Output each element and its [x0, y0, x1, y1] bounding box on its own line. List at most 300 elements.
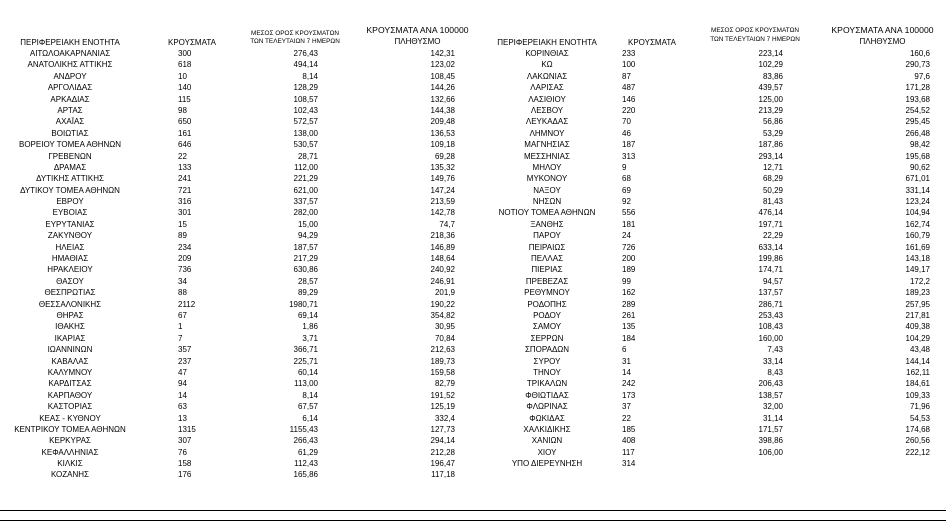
per-100k-value: 82,79	[434, 379, 455, 389]
per-100k-value: 671,01	[905, 174, 930, 184]
cases-value: 161	[178, 128, 192, 138]
region-name: ΧΑΝΙΩΝ	[531, 436, 563, 446]
cases-value: 241	[178, 174, 192, 184]
cases-value: 233	[622, 49, 636, 58]
per-100k-value: 70,84	[434, 333, 455, 343]
table-row	[0, 447, 475, 458]
cases-value: 6	[622, 345, 627, 355]
region-name: ΛΕΥΚΑΔΑΣ	[525, 117, 569, 127]
region-name: ΛΑΣΙΘΙΟΥ	[528, 94, 566, 104]
region-name: ΗΜΑΘΙΑΣ	[51, 254, 89, 264]
table-row	[0, 207, 475, 218]
region-name: ΗΡΑΚΛΕΙΟΥ	[47, 265, 93, 275]
avg-7day-value: 439,57	[758, 83, 783, 93]
per-100k-value: 159,58	[430, 367, 455, 377]
per-100k-value: 266,48	[905, 128, 930, 138]
cases-value: 76	[178, 447, 187, 457]
avg-7day-value: 8,14	[302, 390, 318, 400]
cases-value: 88	[178, 288, 187, 298]
cases-value: 618	[178, 60, 192, 70]
per-100k-value: 148,64	[430, 254, 455, 264]
per-100k-value: 213,59	[430, 197, 455, 207]
cases-value: 316	[178, 197, 192, 207]
table-row	[0, 94, 475, 105]
cases-value: 736	[178, 265, 192, 275]
table-row	[480, 48, 946, 59]
per-100k-value: 212,63	[430, 345, 455, 355]
cases-value: 68	[622, 174, 631, 184]
per-100k-value: 209,48	[430, 117, 455, 127]
avg-7day-value: 621,00	[293, 185, 318, 195]
cases-value: 99	[622, 276, 631, 286]
per-100k-value: 149,17	[905, 265, 930, 275]
cases-value: 313	[622, 151, 636, 161]
region-name: ΑΙΤΩΛΟΑΚΑΡΝΑΝΙΑΣ	[29, 49, 111, 58]
avg-7day-value: 6,14	[302, 413, 318, 423]
cases-value: 650	[178, 117, 192, 127]
cases-value: 357	[178, 345, 192, 355]
per-100k-value: 190,22	[430, 299, 455, 309]
region-name: ΝΟΤΙΟΥ ΤΟΜΕΑ ΑΘΗΝΩΝ	[498, 208, 596, 218]
cases-value: 22	[622, 413, 631, 423]
table-row	[480, 287, 946, 298]
avg-7day-value: 282,00	[293, 208, 318, 218]
table-row	[480, 71, 946, 82]
per-100k-value: 201,9	[434, 288, 455, 298]
table-row	[480, 230, 946, 241]
table-row	[0, 116, 475, 127]
right-table-body	[480, 48, 946, 469]
avg-7day-value: 530,57	[293, 140, 318, 150]
avg-7day-value: 31,14	[762, 413, 783, 423]
table-row	[0, 242, 475, 253]
per-100k-value: 295,45	[905, 117, 930, 127]
table-row	[0, 321, 475, 332]
per-100k-value: 409,38	[905, 322, 930, 332]
region-name: ΦΩΚΙΔΑΣ	[529, 413, 565, 423]
per-100k-value: 222,12	[905, 447, 930, 457]
avg-7day-value: 28,71	[297, 151, 318, 161]
avg-7day-value: 187,57	[293, 242, 318, 252]
region-name: ΚΕΝΤΡΙΚΟΥ ΤΟΜΕΑ ΑΘΗΝΩΝ	[14, 424, 126, 434]
table-row	[0, 82, 475, 93]
cases-value: 185	[622, 424, 636, 434]
region-name: ΒΟΙΩΤΙΑΣ	[51, 128, 89, 138]
table-row	[480, 173, 946, 184]
avg-7day-value: 633,14	[758, 242, 783, 252]
table-row	[0, 378, 475, 389]
table-row	[480, 82, 946, 93]
avg-7day-value: 171,57	[758, 424, 783, 434]
per-100k-value: 90,62	[909, 162, 930, 172]
avg-7day-value: 206,43	[758, 379, 783, 389]
region-name: ΚΑΡΠΑΘΟΥ	[47, 390, 93, 400]
per-100k-value: 212,28	[430, 447, 455, 457]
left-table-body	[0, 48, 475, 481]
cases-value: 314	[622, 459, 636, 469]
avg-7day-value: 125,00	[758, 94, 783, 104]
region-name: ΡΟΔΟΥ	[533, 310, 561, 320]
per-100k-value: 290,73	[905, 60, 930, 70]
cases-value: 646	[178, 140, 192, 150]
avg-7day-value: 67,57	[297, 402, 318, 412]
region-name: ΤΡΙΚΑΛΩΝ	[526, 379, 568, 389]
avg-7day-value: 138,57	[758, 390, 783, 400]
table-row	[0, 469, 475, 480]
region-name: ΝΑΞΟΥ	[533, 185, 561, 195]
avg-7day-value: 8,43	[767, 367, 783, 377]
region-name: ΠΙΕΡΙΑΣ	[531, 265, 563, 275]
per-100k-value: 160,79	[905, 231, 930, 241]
table-row	[0, 390, 475, 401]
table-row	[0, 264, 475, 275]
region-name: ΔΥΤΙΚΗΣ ΑΤΤΙΚΗΣ	[36, 174, 104, 184]
cases-value: 261	[622, 310, 636, 320]
table-row	[0, 287, 475, 298]
cases-value: 70	[622, 117, 631, 127]
table-row	[480, 151, 946, 162]
cases-value: 189	[622, 265, 636, 275]
per-100k-value: 240,92	[430, 265, 455, 275]
region-name: ΘΕΣΣΑΛΟΝΙΚΗΣ	[38, 299, 102, 309]
avg-header-line1: ΜΕΣΟΣ ΟΡΟΣ ΚΡΟΥΣΜΑΤΩΝ	[711, 27, 799, 34]
region-name: ΑΝΑΤΟΛΙΚΗΣ ΑΤΤΙΚΗΣ	[27, 60, 113, 70]
table-row	[0, 151, 475, 162]
cases-value: 173	[622, 390, 636, 400]
region-name: ΓΡΕΒΕΝΩΝ	[48, 151, 92, 161]
per-100k-value: 172,2	[909, 276, 930, 286]
rate-header-line2: ΠΛΗΘΥΣΜΟ	[394, 37, 441, 46]
avg-7day-value: 112,43	[294, 459, 318, 469]
avg-7day-value: 108,57	[293, 94, 318, 104]
region-name: ΚΑΛΥΜΝΟΥ	[47, 367, 93, 377]
per-100k-value: 69,28	[434, 151, 455, 161]
table-row	[480, 139, 946, 150]
per-100k-value: 257,95	[905, 299, 930, 309]
avg-7day-value: 187,86	[758, 140, 783, 150]
table-row	[480, 242, 946, 253]
cases-value: 24	[622, 231, 631, 241]
cases-value: 47	[178, 367, 187, 377]
avg-7day-value: 56,86	[762, 117, 783, 127]
table-row	[0, 413, 475, 424]
table-row	[480, 333, 946, 344]
avg-7day-value: 33,14	[762, 356, 783, 366]
cases-value: 184	[622, 333, 636, 343]
per-100k-value: 196,47	[430, 459, 455, 469]
cases-value: 100	[622, 60, 636, 70]
cases-value: 87	[622, 71, 631, 81]
region-name: ΚΟΡΙΝΘΙΑΣ	[525, 49, 569, 58]
avg-7day-value: 50,29	[762, 185, 783, 195]
cases-value: 94	[178, 379, 187, 389]
per-100k-value: 127,73	[430, 424, 455, 434]
region-name: ΙΩΑΝΝΙΝΩΝ	[47, 345, 93, 355]
region-name: ΛΕΣΒΟΥ	[530, 105, 564, 115]
region-name: ΑΡΚΑΔΙΑΣ	[50, 94, 90, 104]
region-name: ΜΑΓΝΗΣΙΑΣ	[524, 140, 570, 150]
table-row	[0, 276, 475, 287]
region-name: ΛΑΡΙΣΑΣ	[530, 83, 564, 93]
region-name: ΚΩ	[541, 60, 553, 70]
table-row	[480, 207, 946, 218]
per-100k-value: 144,38	[430, 105, 455, 115]
region-name: ΔΡΑΜΑΣ	[53, 162, 87, 172]
table-row	[480, 94, 946, 105]
per-100k-value: 117,18	[431, 470, 455, 480]
cases-value: 7	[178, 333, 183, 343]
table-row	[0, 48, 475, 59]
cases-value: 69	[622, 185, 631, 195]
rate-header-line2: ΠΛΗΘΥΣΜΟ	[859, 37, 906, 46]
cases-value: 1315	[178, 424, 196, 434]
cases-value: 92	[622, 197, 631, 207]
table-row	[0, 230, 475, 241]
region-header: ΠΕΡΙΦΕΡΕΙΑΚΗ ΕΝΟΤΗΤΑ	[497, 38, 597, 47]
table-row	[0, 310, 475, 321]
avg-7day-value: 197,71	[758, 219, 783, 229]
region-name: ΑΝΔΡΟΥ	[53, 71, 87, 81]
avg-header-line1: ΜΕΣΟΣ ΟΡΟΣ ΚΡΟΥΣΜΑΤΩΝ	[251, 30, 339, 37]
right-table	[480, 22, 946, 517]
per-100k-value: 191,52	[430, 390, 455, 400]
avg-7day-value: 199,86	[758, 254, 783, 264]
per-100k-value: 43,48	[909, 345, 930, 355]
cases-value: 487	[622, 83, 636, 93]
cases-value: 2112	[178, 299, 196, 309]
region-name: ΚΑΣΤΟΡΙΑΣ	[47, 402, 93, 412]
per-100k-value: 123,02	[430, 60, 455, 70]
avg-7day-value: 61,29	[297, 447, 318, 457]
table-row	[480, 253, 946, 264]
table-row	[480, 162, 946, 173]
cases-value: 162	[622, 288, 636, 298]
cases-value: 1	[178, 322, 183, 332]
per-100k-value: 143,18	[905, 254, 930, 264]
per-100k-value: 354,82	[430, 310, 455, 320]
avg-7day-value: 398,86	[758, 436, 783, 446]
avg-7day-value: 53,29	[762, 128, 783, 138]
region-name: ΖΑΚΥΝΘΟΥ	[47, 231, 93, 241]
region-name: ΣΕΡΡΩΝ	[530, 333, 564, 343]
avg-7day-value: 165,86	[293, 470, 318, 480]
region-name: ΚΟΖΑΝΗΣ	[50, 470, 90, 480]
per-100k-value: 260,56	[905, 436, 930, 446]
per-100k-value: 142,78	[430, 208, 455, 218]
region-name: ΦΘΙΩΤΙΔΑΣ	[525, 390, 569, 400]
per-100k-value: 147,24	[430, 185, 455, 195]
table-row	[0, 173, 475, 184]
avg-7day-value: 223,14	[758, 49, 783, 58]
avg-7day-value: 337,57	[293, 197, 318, 207]
rate-header-line1: ΚΡΟΥΣΜΑΤΑ ΑΝΑ 100000	[831, 25, 934, 35]
cases-value: 115	[178, 94, 191, 104]
table-row	[0, 71, 475, 82]
region-name: ΛΗΜΝΟΥ	[529, 128, 565, 138]
region-name: ΜΗΛΟΥ	[532, 162, 562, 172]
cases-value: 135	[622, 322, 636, 332]
table-row	[0, 253, 475, 264]
cases-value: 556	[622, 208, 636, 218]
region-name: ΧΑΛΚΙΔΙΚΗΣ	[523, 424, 571, 434]
table-row	[480, 424, 946, 435]
per-100k-value: 109,33	[905, 390, 930, 400]
per-100k-value: 174,68	[905, 424, 930, 434]
cases-header: ΚΡΟΥΣΜΑΤΑ	[628, 38, 676, 47]
avg-7day-value: 89,29	[297, 288, 318, 298]
avg-7day-value: 108,43	[758, 322, 783, 332]
avg-7day-value: 630,86	[293, 265, 318, 275]
cases-value: 67	[178, 310, 187, 320]
table-row	[480, 344, 946, 355]
avg-7day-value: 112,00	[294, 162, 318, 172]
avg-7day-value: 221,29	[293, 174, 318, 184]
region-name: ΕΥΒΟΙΑΣ	[52, 208, 88, 218]
cases-value: 209	[178, 254, 192, 264]
cases-value: 237	[178, 356, 192, 366]
region-name: ΘΕΣΠΡΩΤΙΑΣ	[44, 288, 96, 298]
avg-7day-value: 572,57	[293, 117, 318, 127]
region-name: ΦΛΩΡΙΝΑΣ	[526, 402, 568, 412]
cases-value: 22	[178, 151, 187, 161]
region-name: ΥΠΟ ΔΙΕΡΕΥΝΗΣΗ	[511, 459, 583, 469]
cases-value: 307	[178, 436, 192, 446]
per-100k-value: 332,4	[434, 413, 455, 423]
cases-value: 289	[622, 299, 636, 309]
region-name: ΡΕΘΥΜΝΟΥ	[524, 288, 570, 298]
cases-value: 117	[622, 447, 635, 457]
avg-7day-value: 94,29	[297, 231, 318, 241]
cases-value: 242	[622, 379, 636, 389]
cases-value: 98	[178, 105, 187, 115]
per-100k-value: 104,94	[905, 208, 930, 218]
avg-7day-value: 113,00	[294, 379, 318, 389]
per-100k-value: 144,14	[905, 356, 930, 366]
region-name: ΑΡΓΟΛΙΔΑΣ	[47, 83, 93, 93]
table-row	[480, 310, 946, 321]
per-100k-value: 98,42	[909, 140, 930, 150]
table-row	[0, 162, 475, 173]
region-name: ΤΗΝΟΥ	[533, 367, 561, 377]
region-header: ΠΕΡΙΦΕΡΕΙΑΚΗ ΕΝΟΤΗΤΑ	[20, 38, 120, 47]
per-100k-value: 54,53	[909, 413, 930, 423]
cases-value: 14	[622, 367, 631, 377]
cases-value: 140	[178, 83, 192, 93]
region-name: ΗΛΕΙΑΣ	[55, 242, 85, 252]
table-row	[480, 458, 946, 469]
avg-7day-value: 3,71	[302, 333, 318, 343]
avg-7day-value: 106,00	[758, 447, 783, 457]
region-name: ΣΑΜΟΥ	[532, 322, 562, 332]
per-100k-value: 189,73	[430, 356, 455, 366]
avg-7day-value: 293,14	[758, 151, 783, 161]
region-name: ΛΑΚΩΝΙΑΣ	[526, 71, 568, 81]
avg-7day-value: 102,43	[293, 105, 318, 115]
avg-7day-value: 32,00	[762, 402, 783, 412]
avg-7day-value: 60,14	[297, 367, 318, 377]
cases-value: 9	[622, 162, 627, 172]
table-row	[0, 299, 475, 310]
table-row	[0, 367, 475, 378]
table-row	[0, 458, 475, 469]
cases-value: 146	[622, 94, 636, 104]
avg-7day-value: 12,71	[762, 162, 783, 172]
per-100k-value: 189,23	[905, 288, 930, 298]
region-name: ΑΡΤΑΣ	[57, 105, 83, 115]
per-100k-value: 146,89	[430, 242, 455, 252]
cases-value: 31	[622, 356, 631, 366]
table-row	[0, 128, 475, 139]
avg-header-line2: ΤΩΝ ΤΕΛΕΥΤΑΙΩΝ 7 ΗΜΕΡΩΝ	[250, 38, 340, 45]
cases-value: 220	[622, 105, 636, 115]
avg-7day-value: 253,43	[758, 310, 783, 320]
cases-value: 133	[178, 162, 192, 172]
table-row	[480, 185, 946, 196]
left-table-header	[0, 22, 475, 48]
table-row	[480, 219, 946, 230]
table-row	[0, 344, 475, 355]
cases-value: 46	[622, 128, 631, 138]
avg-7day-value: 68,29	[762, 174, 783, 184]
per-100k-value: 136,53	[430, 128, 455, 138]
table-row	[0, 59, 475, 70]
table-row	[0, 139, 475, 150]
table-row	[480, 390, 946, 401]
avg-7day-value: 1155,43	[289, 424, 318, 434]
region-name: ΔΥΤΙΚΟΥ ΤΟΜΕΑ ΑΘΗΝΩΝ	[20, 185, 120, 195]
region-name: ΚΑΒΑΛΑΣ	[51, 356, 89, 366]
avg-7day-value: 138,00	[293, 128, 318, 138]
region-name: ΠΕΙΡΑΙΩΣ	[528, 242, 566, 252]
cases-value: 181	[622, 219, 636, 229]
per-100k-value: 132,66	[430, 94, 455, 104]
table-row	[0, 435, 475, 446]
table-row	[0, 401, 475, 412]
region-name: ΠΡΕΒΕΖΑΣ	[525, 276, 569, 286]
table-row	[480, 299, 946, 310]
per-100k-value: 195,68	[905, 151, 930, 161]
table-row	[480, 128, 946, 139]
cases-value: 63	[178, 402, 187, 412]
region-name: ΘΑΣΟΥ	[56, 276, 84, 286]
region-name: ΕΥΡΥΤΑΝΙΑΣ	[45, 219, 95, 229]
table-row	[0, 424, 475, 435]
table-row	[0, 185, 475, 196]
table-row	[0, 333, 475, 344]
avg-7day-value: 94,57	[762, 276, 783, 286]
avg-7day-value: 83,86	[762, 71, 783, 81]
cases-value: 721	[178, 185, 192, 195]
region-name: ΘΗΡΑΣ	[56, 310, 84, 320]
avg-7day-value: 494,14	[293, 60, 318, 70]
table-row	[480, 264, 946, 275]
cases-value: 89	[178, 231, 187, 241]
avg-7day-value: 366,71	[293, 345, 318, 355]
table-row	[0, 196, 475, 207]
table-row	[480, 59, 946, 70]
table-row	[480, 401, 946, 412]
per-100k-value: 108,45	[430, 71, 455, 81]
table-row	[0, 219, 475, 230]
per-100k-value: 254,52	[905, 105, 930, 115]
table-row	[480, 276, 946, 287]
cases-value: 15	[178, 219, 187, 229]
avg-7day-value: 15,00	[297, 219, 318, 229]
avg-7day-value: 266,43	[293, 436, 318, 446]
per-100k-value: 184,61	[905, 379, 930, 389]
cases-value: 158	[178, 459, 192, 469]
region-name: ΜΥΚΟΝΟΥ	[526, 174, 568, 184]
